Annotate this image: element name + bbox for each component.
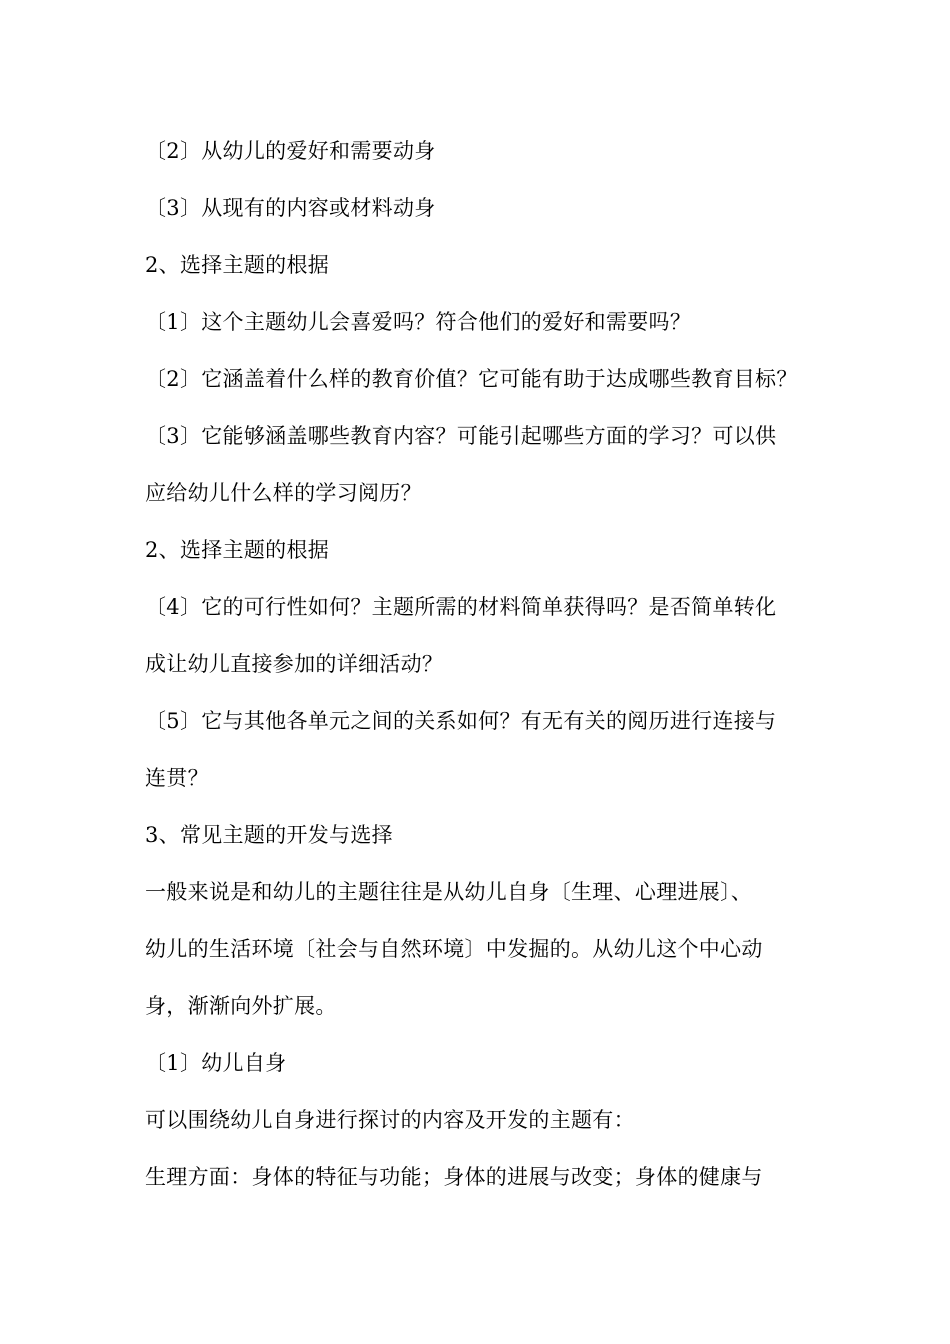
section-heading: 2、选择主题的根据 (145, 538, 330, 562)
text-line: 生理方面：身体的特征与功能；身体的进展与改变；身体的健康与 (145, 1165, 763, 1189)
text-line: 成让幼儿直接参加的详细活动？ (145, 652, 444, 676)
text-line: 可以围绕幼儿自身进行探讨的内容及开发的主题有： (145, 1108, 635, 1132)
text-line: 〔3〕从现有的内容或材料动身 (145, 196, 436, 220)
text-line: 身，渐渐向外扩展。 (145, 994, 337, 1018)
text-line: 连贯？ (145, 766, 209, 790)
section-heading: 2、选择主题的根据 (145, 253, 330, 277)
section-heading: 3、常见主题的开发与选择 (145, 823, 393, 847)
text-line: 〔2〕从幼儿的爱好和需要动身 (145, 139, 436, 163)
sub-heading: 〔1〕幼儿自身 (145, 1051, 287, 1075)
text-line: 〔4〕它的可行性如何？主题所需的材料简单获得吗？是否简单转化 (145, 595, 777, 619)
text-line: 一般来说是和幼儿的主题往往是从幼儿自身〔生理、心理进展〕、 (145, 880, 753, 904)
text-line: 〔5〕它与其他各单元之间的关系如何？有无有关的阅历进行连接与 (145, 709, 777, 733)
text-line: 〔3〕它能够涵盖哪些教育内容？可能引起哪些方面的学习？可以供 (145, 424, 777, 448)
text-line: 幼儿的生活环境〔社会与自然环境〕中发掘的。从幼儿这个中心动 (145, 937, 763, 961)
text-line: 〔2〕它涵盖着什么样的教育价值？它可能有助于达成哪些教育目标？ (145, 367, 798, 391)
text-line: 应给幼儿什么样的学习阅历？ (145, 481, 422, 505)
text-line: 〔1〕这个主题幼儿会喜爱吗？符合他们的爱好和需要吗？ (145, 310, 692, 334)
